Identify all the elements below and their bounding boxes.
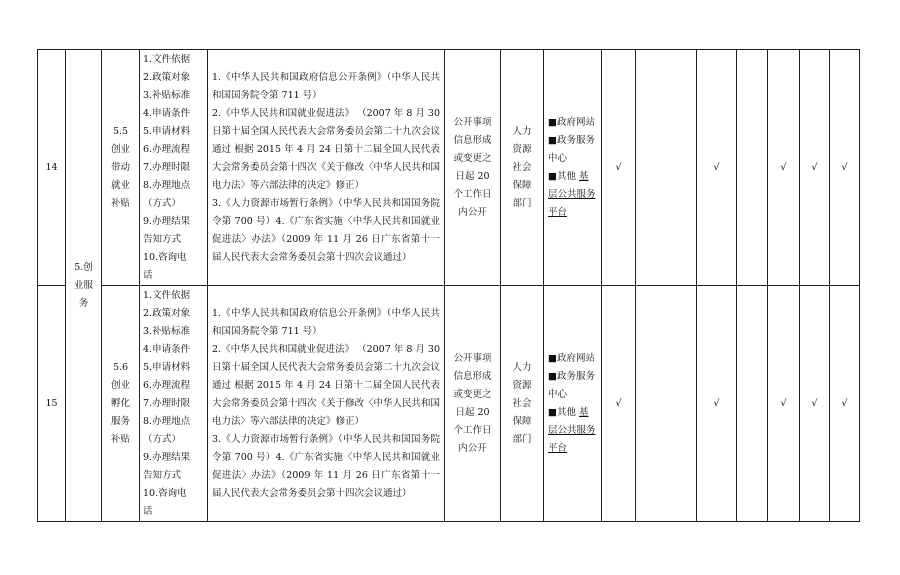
element-item: 2.政策对象 bbox=[143, 71, 191, 83]
legal-basis: 1.《中华人民共和国政府信息公开条例》（中华人民共和国国务院令第 711 号） 2.《中华人民共和国就业促进法》 （2007 年 8 月 30 日第十届全国人民代表大会常务委员会第二十九次会议通过 根据 2015 年 4 月 24 日第十二届全国人民代表大会常务委员会第十四次《关于修改〈中华人民共和国电力法〉等六部法律的决定》修正） 3.《人力资源市场暂行条例》（中华人民共和国国务院令第 700 号）4.《广东省实施〈中华人民共和国就业促进法〉办法》（2009 年 11 月 26 日广东省第十一届人民代表大会常务委员会第十四次会议通过） bbox=[208, 286, 445, 522]
element-item: 3.补贴标准 bbox=[143, 325, 191, 337]
empty-check-cell bbox=[636, 50, 697, 286]
element-item: 6.办理流程 bbox=[143, 143, 191, 155]
channel-other bbox=[548, 168, 597, 222]
channel-other-prefix: ■其他 bbox=[548, 170, 579, 182]
element-item: 4.申请条件 bbox=[143, 107, 191, 119]
element-item: （方式） bbox=[143, 197, 182, 209]
element-item: 6.办理流程 bbox=[143, 379, 191, 391]
channel-other-prefix: ■其他 bbox=[548, 406, 579, 418]
check-mark: √ bbox=[800, 286, 830, 522]
channel-service-center: ■政务服务中心 bbox=[548, 370, 595, 400]
disclosure-elements bbox=[140, 50, 208, 286]
check-mark: √ bbox=[830, 50, 860, 286]
check-mark: √ bbox=[602, 286, 636, 522]
category-label: 5.创业服务 bbox=[73, 261, 93, 309]
disclosure-channels bbox=[544, 50, 602, 286]
element-item: 告知方式 bbox=[143, 233, 182, 245]
check-mark: √ bbox=[830, 286, 860, 522]
empty-check-cell bbox=[737, 286, 768, 522]
item-name: 5.6 创业 孵化 服务 补贴 bbox=[102, 286, 140, 522]
element-item: 1.文件依据 bbox=[143, 53, 191, 65]
element-item: 10.咨询电 bbox=[143, 251, 187, 263]
element-item: （方式） bbox=[143, 433, 182, 445]
disclosure-timing: 公开事项 信息形成 或变更之 日起 20 个工作日 内公开 bbox=[445, 50, 501, 286]
element-item: 话 bbox=[143, 505, 153, 517]
element-item: 3.补贴标准 bbox=[143, 89, 191, 101]
disclosure-channels bbox=[544, 286, 602, 522]
check-mark: √ bbox=[697, 50, 737, 286]
channel-other-detail: 基层公共服务平台 bbox=[548, 170, 596, 218]
element-item: 4.申请条件 bbox=[143, 343, 191, 355]
check-mark: √ bbox=[768, 286, 800, 522]
channel-gov-site: ■政府网站 bbox=[548, 352, 595, 364]
check-mark: √ bbox=[800, 50, 830, 286]
element-item: 10.咨询电 bbox=[143, 487, 187, 499]
check-mark: √ bbox=[768, 50, 800, 286]
element-item: 5.申请材料 bbox=[143, 361, 191, 373]
responsible-dept: 人力 资源 社会 保障 部门 bbox=[501, 50, 544, 286]
row-number: 14 bbox=[38, 50, 66, 286]
responsible-dept: 人力 资源 社会 保障 部门 bbox=[501, 286, 544, 522]
disclosure-elements bbox=[140, 286, 208, 522]
table-row bbox=[38, 286, 860, 522]
element-item: 话 bbox=[143, 269, 153, 281]
category-cell bbox=[66, 50, 102, 522]
element-item: 5.申请材料 bbox=[143, 125, 191, 137]
channel-other-detail: 基层公共服务平台 bbox=[548, 406, 596, 454]
element-item: 8.办理地点 bbox=[143, 179, 191, 191]
element-item: 7.办理时限 bbox=[143, 397, 191, 409]
row-number: 15 bbox=[38, 286, 66, 522]
element-item: 告知方式 bbox=[143, 469, 182, 481]
disclosure-timing: 公开事项 信息形成 或变更之 日起 20 个工作日 内公开 bbox=[445, 286, 501, 522]
element-item: 2.政策对象 bbox=[143, 307, 191, 319]
element-item: 7.办理时限 bbox=[143, 161, 191, 173]
legal-basis: 1.《中华人民共和国政府信息公开条例》（中华人民共和国国务院令第 711 号） 2.《中华人民共和国就业促进法》 （2007 年 8 月 30 日第十届全国人民代表大会常务委员会第二十九次会议通过 根据 2015 年 4 月 24 日第十二届全国人民代表大会常务委员会第十四次《关于修改〈中华人民共和国电力法〉等六部法律的决定》修正） 3.《人力资源市场暂行条例》（中华人民共和国国务院令第 700 号）4.《广东省实施〈中华人民共和国就业促进法〉办法》（2009 年 11 月 26 日广东省第十一届人民代表大会常务委员会第十四次会议通过） bbox=[208, 50, 445, 286]
element-item: 1.文件依据 bbox=[143, 289, 191, 301]
policy-disclosure-table bbox=[37, 49, 860, 522]
channel-other bbox=[548, 404, 597, 458]
channel-gov-site: ■政府网站 bbox=[548, 116, 595, 128]
empty-check-cell bbox=[636, 286, 697, 522]
element-item: 8.办理地点 bbox=[143, 415, 191, 427]
element-item: 9.办理结果 bbox=[143, 451, 191, 463]
table-row bbox=[38, 50, 860, 286]
channel-service-center: ■政务服务中心 bbox=[548, 134, 595, 164]
item-name: 5.5 创业 带动 就业 补贴 bbox=[102, 50, 140, 286]
check-mark: √ bbox=[602, 50, 636, 286]
empty-check-cell bbox=[737, 50, 768, 286]
check-mark: √ bbox=[697, 286, 737, 522]
element-item: 9.办理结果 bbox=[143, 215, 191, 227]
